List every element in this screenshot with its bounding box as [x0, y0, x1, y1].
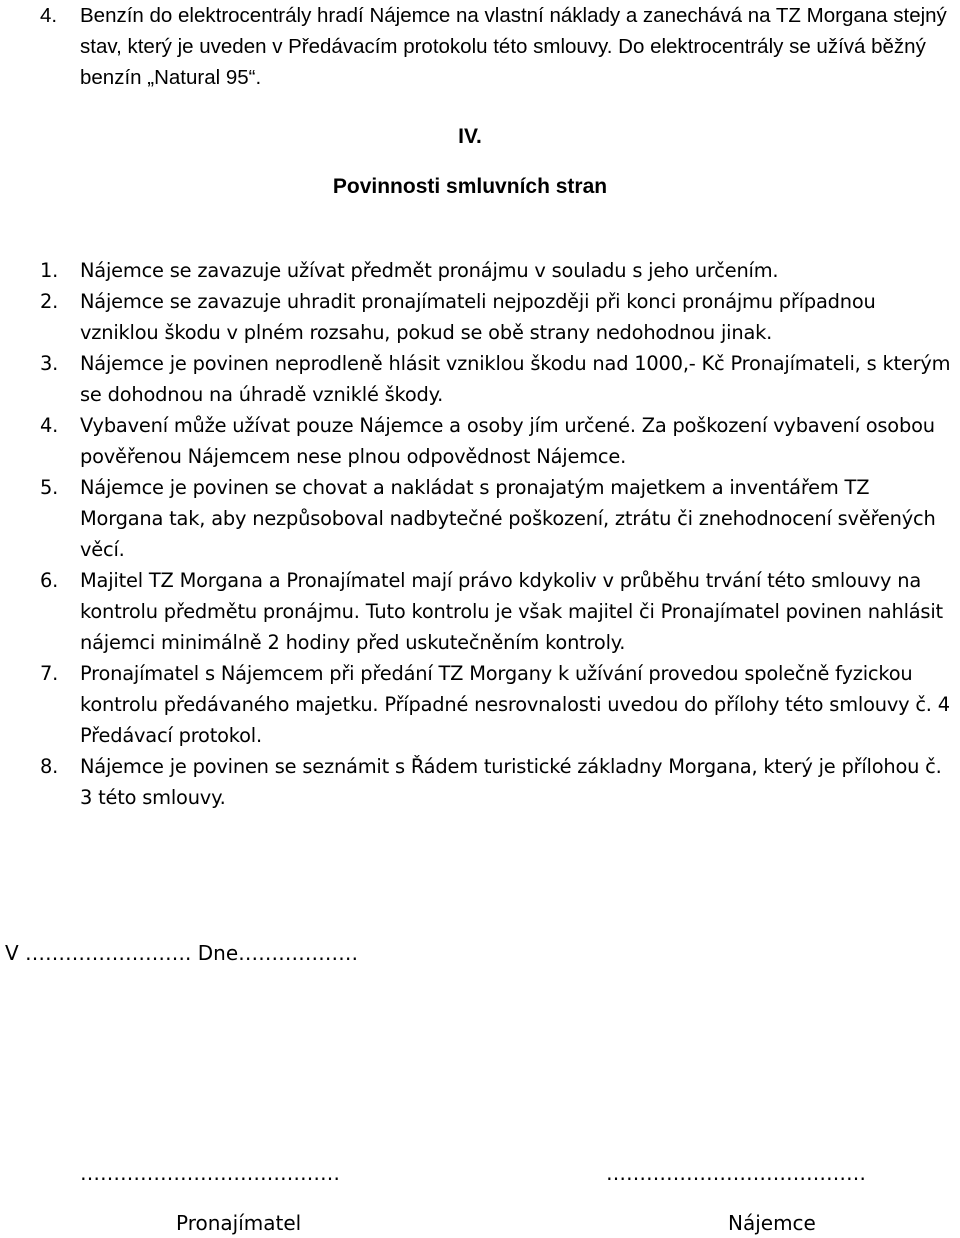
list-item: [0, 472, 960, 565]
list-item-number: 7.: [40, 662, 59, 685]
obligations-list: [0, 255, 960, 813]
list-item: [0, 751, 960, 813]
list-item-text: Nájemce se zavazuje uhradit pronajímateli nejpozději při konci pronájmu případnou vzniklou škodu v plném rozsahu, pokud se obě strany nedohodnou jinak.: [80, 290, 876, 344]
list-item-text: Nájemce se zavazuje užívat předmět pronájmu v souladu s jeho určením.: [80, 259, 779, 282]
list-item-number: 6.: [40, 569, 59, 592]
list-item-text: Nájemce je povinen neprodleně hlásit vzniklou škodu nad 1000,- Kč Pronajímateli, s kterým se dohodnou na úhradě vzniklé škody.: [80, 352, 951, 406]
list-item-text: Nájemce je povinen se seznámit s Řádem turistické základny Morgana, který je přílohou č. 3 této smlouvy.: [80, 755, 942, 809]
list-item-number: 4.: [40, 4, 58, 27]
section-number: IV.: [458, 125, 482, 148]
landlord-signature-label: Pronajímatel: [176, 1211, 302, 1235]
list-item-number: 5.: [40, 476, 59, 499]
list-item-text: Nájemce je povinen se chovat a nakládat s pronajatým majetkem a inventářem TZ Morgana tak, aby nezpůsoboval nadbytečné poškození, ztrátu či znehodnocení svěřených věcí.: [80, 476, 936, 561]
section-title: Povinnosti smluvních stran: [332, 175, 608, 198]
list-item-number: 2.: [40, 290, 59, 313]
list-item-text: Benzín do elektrocentrály hradí Nájemce na vlastní náklady a zanechává na TZ Morgana stejný stav, který je uveden v Předávacím protokolu této smlouvy. Do elektrocentrály se užívá běžný benzín „Natural 95“.: [80, 4, 947, 89]
tenant-signature-label: Nájemce: [728, 1211, 816, 1235]
list-item-number: 3.: [40, 352, 59, 375]
list-item-text: Vybavení může užívat pouze Nájemce a osoby jím určené. Za poškození vybavení osobou pověřenou Nájemcem nese plnou odpovědnost Nájemce.: [80, 414, 935, 468]
list-item-text: Pronajímatel s Nájemcem při předání TZ Morgany k užívání provedou společně fyzickou kontrolu předávaného majetku. Případné nesrovnalosti uvedou do přílohy této smlouvy č. 4 Předávací protokol.: [80, 662, 950, 747]
list-item: [0, 658, 960, 751]
landlord-signature-line: …………………………………: [80, 1161, 340, 1185]
list-item-number: 8.: [40, 755, 59, 778]
list-item: [0, 255, 960, 286]
list-item: [0, 348, 960, 410]
list-item-number: 4.: [40, 414, 59, 437]
continued-list: [0, 0, 960, 93]
list-item: [0, 0, 960, 93]
place-date-line: V ……………………. Dne………………: [5, 941, 359, 965]
list-item: [0, 410, 960, 472]
list-item: [0, 565, 960, 658]
list-item-text: Majitel TZ Morgana a Pronajímatel mají právo kdykoliv v průběhu trvání této smlouvy na kontrolu předmětu pronájmu. Tuto kontrolu je však majitel či Pronajímatel povinen nahlásit nájemci minimálně 2 hodiny před uskutečněním kontroly.: [80, 569, 943, 654]
list-item: [0, 286, 960, 348]
list-item-number: 1.: [40, 259, 59, 282]
tenant-signature-line: …………………………………: [606, 1161, 866, 1185]
